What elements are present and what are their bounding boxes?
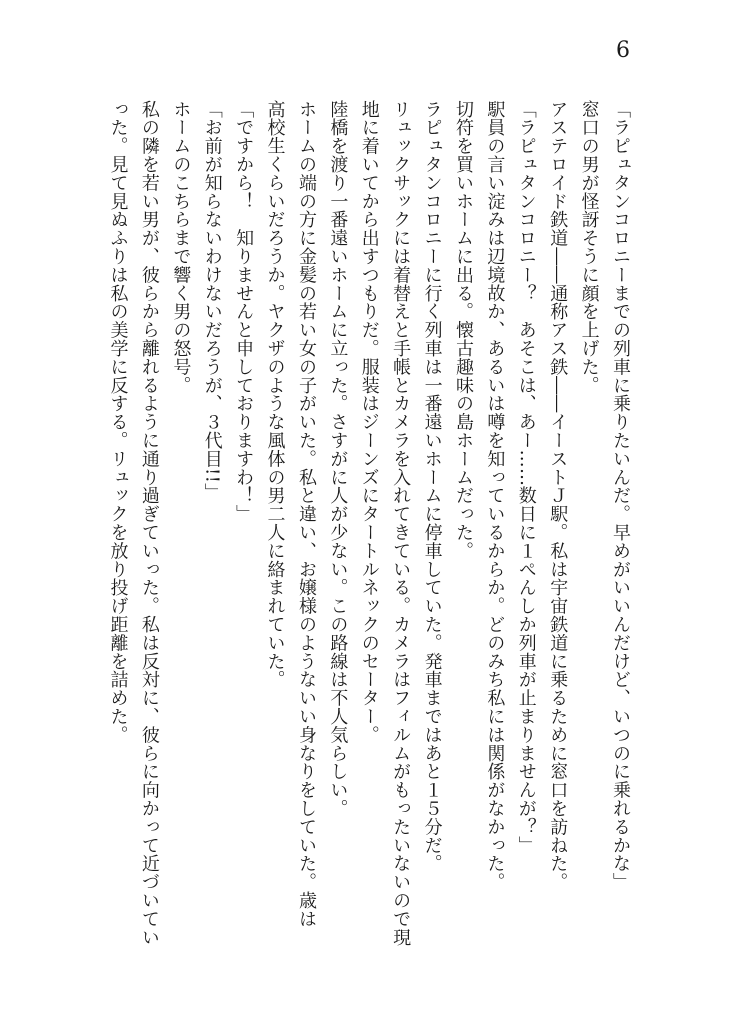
text-line: ホームの端の方に金髪の若い女の子がいた。私と違い、お嬢様のようないい身なりをしていた。歳は: [295, 100, 317, 928]
vertical-text-body: [102, 100, 636, 980]
text-line: 「ラピュタンコロニー？ あそこは、あー……数日に１ぺんしか列車が止まりませんが？」: [515, 100, 537, 855]
text-line: 「ラピュタンコロニーまでの列車に乗りたいんだ。早めがいいんだけど、いつのに乗れるかな」: [610, 100, 631, 892]
text-line: った。見て見ぬふりは私の美学に反する。リュックを放り投げ距離を詰めた。: [107, 100, 129, 744]
text-line: ラピュタンコロニーに行く列車は一番遠いホームに停車していた。発車まではあと１５分だ。: [421, 100, 443, 873]
text-line: 窓口の男が怪訝そうに顔を上げた。: [578, 100, 600, 395]
text-line: 切符を買いホームに出る。懐古趣味の島ホームだった。: [452, 100, 474, 560]
text-line: 駅員の言い淀みは辺境故か、あるいは噂を知っているからか。どのみち私には関係がなかった。: [484, 100, 506, 892]
text-line: 陸橋を渡り一番遠いホームに立った。さすがに人が少ない。この路線は不人気らしい。: [327, 100, 349, 818]
text-line: アステロイド鉄道――通称アス鉄――イーストＪ駅。私は宇宙鉄道に乗るために窓口を訪ねた。: [547, 100, 569, 892]
text-line: 地に着いてから出すつもりだ。服装はジーンズにタートルネックのセーター。: [358, 100, 380, 744]
text-line: 「ですから！ 知りませんと申しておりますわ！」: [233, 100, 255, 524]
text-line: ホームのこちらまで響く男の怒号。: [170, 100, 192, 395]
text-line: 「お前が知らないわけないだろうが、３代目!!」: [201, 100, 223, 502]
text-line: 高校生くらいだろうか。ヤクザのような風体の男二人に絡まれていた。: [264, 100, 286, 689]
text-line: リュックサックには着替えと手帳とカメラを入れてきている。カメラはフィルムがもったいないので現: [390, 100, 412, 947]
text-line: 私の隣を若い男が、彼らから離れるように通り過ぎていった。私は反対に、彼らに向かって近づいてい: [138, 100, 160, 947]
page-number: 6: [616, 38, 630, 63]
